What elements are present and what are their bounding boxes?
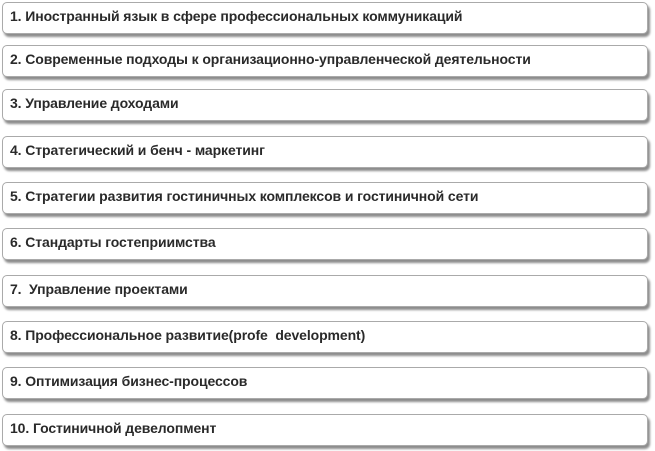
course-item-label: 5. Стратегии развития гостиничных комплексов и гостиничной сети <box>10 188 479 204</box>
course-item-label: 6. Стандарты гостеприимства <box>10 234 216 250</box>
course-item-2 <box>2 45 648 77</box>
course-item-label: 2. Современные подходы к организационно-управленческой деятельности <box>10 51 531 67</box>
course-item-9 <box>2 367 648 399</box>
course-item-label: 7. Управление проектами <box>10 281 188 297</box>
course-item-3 <box>2 89 648 121</box>
course-item-label: 4. Стратегический и бенч - маркетинг <box>10 142 265 158</box>
course-item-7 <box>2 275 648 307</box>
course-item-label: 9. Оптимизация бизнес-процессов <box>10 373 248 389</box>
course-item-label: 8. Профессиональное развитие(profe development) <box>10 327 366 343</box>
course-item-10 <box>2 414 648 446</box>
course-item-5 <box>2 182 648 214</box>
course-item-1 <box>2 2 648 34</box>
course-item-6 <box>2 228 648 260</box>
course-item-8 <box>2 321 648 353</box>
course-item-label: 10. Гостиничной девелопмент <box>10 420 217 436</box>
course-item-label: 1. Иностранный язык в сфере профессиональных коммуникаций <box>10 8 463 24</box>
course-item-4 <box>2 136 648 168</box>
course-item-label: 3. Управление доходами <box>10 95 179 111</box>
